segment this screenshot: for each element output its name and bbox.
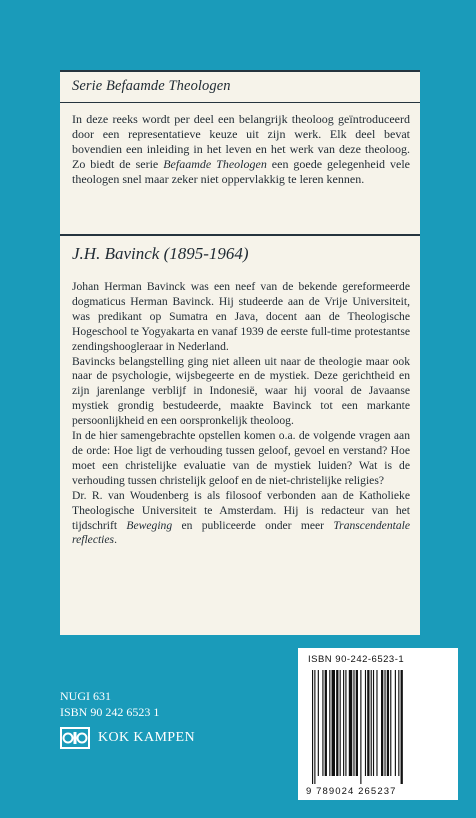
paragraph-interests: Bavincks belangstelling ging niet alleen uit naar de theologie maar ook naar de psychologie, wijsbegeerte en de mystiek. Deze gerichtheid en zijn jarenlange verblijf in Indonesië, waar hij vooral de Javaanse mystiek grondig bestudeerde, maakte Bavinck tot een markante persoonlijkheid en een oorspronkelijk theoloog. — [72, 354, 410, 428]
text-panel — [60, 70, 420, 635]
series-description — [72, 112, 410, 187]
body-text — [72, 280, 410, 548]
barcode-label — [298, 648, 458, 800]
barcode-ean: 9 789024 265237 — [306, 786, 397, 797]
publisher-block — [60, 727, 195, 749]
publisher-name: KOK KAMPEN — [98, 730, 195, 745]
kok-kampen-logo-icon — [60, 727, 90, 749]
intro-text-1: In deze reeks wordt per deel een belangrijk theoloog geïntroduceerd door een representatieve keuze uit zijn werk. Elk deel bevat bovendien een inleiding in het leven en het werk van deze theoloog. Zo biedt de serie — [72, 112, 410, 171]
subject-heading: J.H. Bavinck (1895-1964) — [72, 244, 249, 263]
editor-text-1: Dr. R. van Woudenberg is als filosoof verbonden aan de Katholieke Theologische Universiteit te Amsterdam. Hij is redacteur van het tijdschrift — [72, 488, 410, 532]
editor-italic-1: Beweging — [126, 518, 173, 532]
paragraph-bio: Johan Herman Bavinck was een neef van de bekende gereformeerde dogmaticus Herman Bavinck. Hij studeerde aan de Vrije Universiteit, was predikant op Sumatra en Java, docent aan de Theologische Hogeschool te Yogyakarta en vanaf 1939 de eerste full-time protestantse zendingshoogleraar in Nederland. — [72, 280, 410, 353]
editor-text-3: . — [114, 533, 117, 547]
intro-italic: Befaamde Theologen — [163, 157, 267, 171]
intro-text-2: een goede gelegenheid vele theologen snel maar zeker niet oppervlakkig te leren kennen. — [72, 157, 410, 186]
barcode-bars — [308, 670, 448, 784]
top-rule — [60, 70, 420, 72]
isbn-code: ISBN 90 242 6523 1 — [60, 705, 160, 719]
nugi-code: NUGI 631 — [60, 689, 111, 703]
paragraph-editor — [72, 489, 410, 549]
paragraph-questions: In de hier samengebrachte opstellen komen o.a. de volgende vragen aan de orde: Hoe ligt de verhouding tussen geloof, gevoel en verstand? Hoe moet een christelijke evaluatie van de mystiek luiden? Wat is de verhouding tussen christelijk geloof en de niet-christelijke religies? — [72, 429, 410, 487]
barcode-isbn: ISBN 90-242-6523-1 — [308, 654, 405, 665]
editor-italic-2: Transcendentale reflecties — [72, 518, 411, 547]
series-title: Serie Befaamde Theologen — [72, 78, 231, 94]
editor-text-2: en publiceerde onder meer — [172, 518, 334, 532]
series-rule — [60, 102, 420, 103]
catalog-info — [60, 688, 159, 720]
section-rule — [60, 234, 420, 236]
